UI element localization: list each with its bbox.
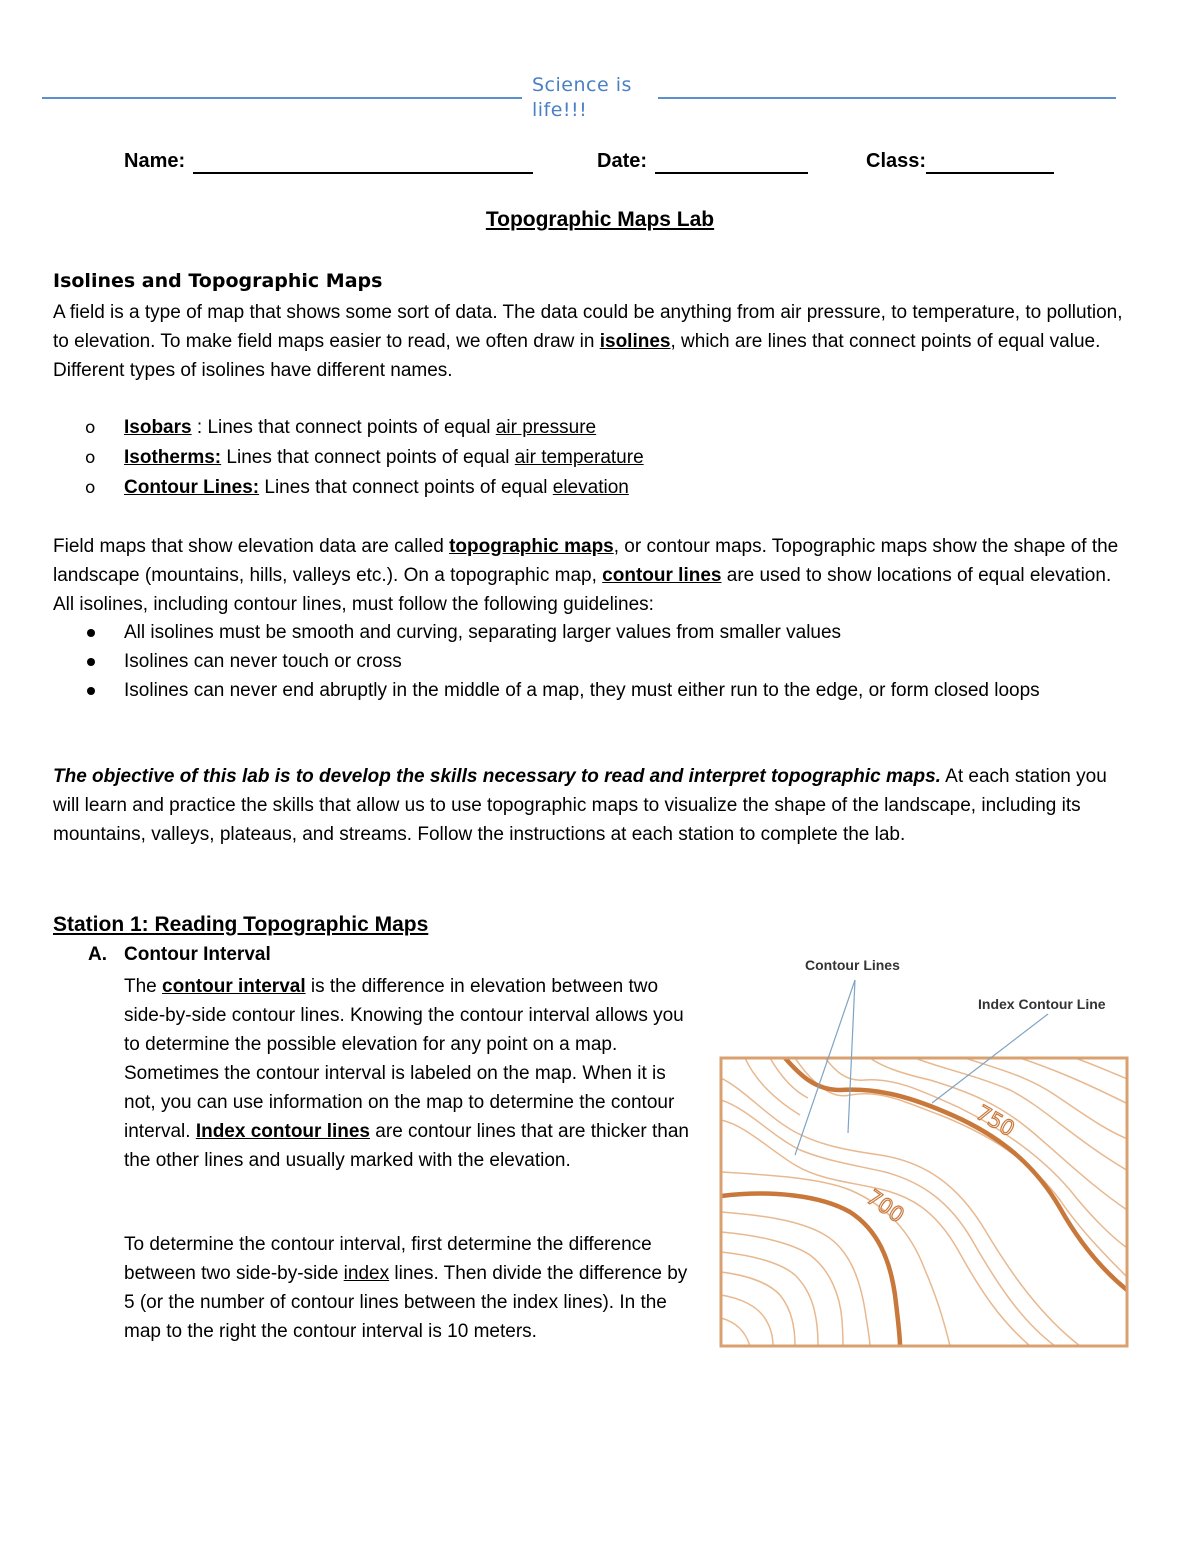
subsection-letter: A. — [88, 944, 107, 965]
index-contour-lines-group — [721, 1058, 1127, 1346]
elevation-label-750: 750 — [972, 1100, 1019, 1142]
guidelines-list — [85, 618, 1135, 705]
index-contour-line-700 — [721, 1194, 900, 1346]
term-isotherms: Isotherms: — [124, 447, 222, 468]
name-blank[interactable] — [193, 172, 533, 174]
topo-text-a: Field maps that show elevation data are called — [53, 536, 450, 557]
list-item — [85, 647, 1135, 676]
section-heading: Isolines and Topographic Maps — [53, 270, 383, 292]
item-key: elevation — [552, 477, 629, 498]
ci-text-a: The — [124, 976, 163, 997]
term-index-contour-lines: Index contour lines — [195, 1121, 371, 1142]
topographic-paragraph — [53, 532, 1133, 619]
contour-line — [1075, 1058, 1130, 1080]
term-topographic-maps: topographic maps — [449, 536, 614, 557]
objective-rest: At each station you will learn and practice the skills that allow us to use topographic maps to visualize the shape of the landscape, including its mountains, valleys, plateaus, and streams. Follow the instructions at each station to complete the lab. — [53, 766, 1107, 845]
item-key: air pressure — [495, 417, 597, 438]
term-contour-lines: Contour Lines: — [124, 477, 260, 498]
class-blank[interactable] — [926, 172, 1054, 174]
date-blank[interactable] — [655, 172, 808, 174]
subsection-title: Contour Interval — [124, 944, 271, 965]
bullet-dot-icon — [87, 629, 95, 637]
rule-text: Isolines can never touch or cross — [124, 651, 402, 672]
contour-map-figure — [700, 950, 1140, 1360]
header-text: Science is life!!! — [532, 74, 632, 121]
determine-interval-paragraph — [124, 1230, 694, 1346]
det-text-a: To determine the contour interval, first determine the difference between two side-by-side — [124, 1234, 652, 1284]
list-item — [85, 618, 1135, 647]
circle-bullet-icon: o — [85, 478, 96, 498]
term-isolines: isolines — [599, 331, 671, 352]
objective-bold: The objective of this lab is to develop the skills necessary to read and interpret topographic maps. — [53, 766, 941, 787]
term-contour-interval: contour interval — [162, 976, 306, 997]
ci-text-b: is the difference in elevation between two side-by-side contour lines. Knowing the contour interval allows you to determine the possible elevation for any point on a map. Sometimes the contour interval is labeled on the map. When it is not, you can use information on the map to determine the contour interval. — [124, 976, 684, 1142]
intro-text-a: A field is a type of map that shows some sort of data. The data could be anything from air pressure, to temperature, to pollution, to elevation. To make field maps easier to read, we often draw in — [53, 302, 1123, 352]
contour-line — [721, 1212, 870, 1346]
pointer-line — [795, 980, 855, 1155]
map-frame — [721, 1058, 1127, 1346]
header-rule-left — [42, 97, 522, 99]
intro-paragraph — [53, 298, 1133, 385]
name-label: Name: — [124, 150, 186, 172]
item-desc: Lines that connect points of equal — [264, 477, 553, 498]
term-isobars: Isobars — [124, 417, 192, 438]
contour-line — [721, 1272, 795, 1346]
contour-interval-paragraph — [124, 972, 694, 1175]
objective-paragraph — [53, 762, 1133, 849]
topo-text-b: , or contour maps. Topographic maps show the shape of the landscape (mountains, hills, valleys etc.). On a topographic map, — [53, 536, 1119, 586]
bullet-dot-icon — [87, 687, 95, 695]
header-rule-right — [658, 97, 1116, 99]
contour-lines-group — [721, 1058, 1130, 1346]
topo-text-c: are used to show locations of equal elevation. All isolines, including contour lines, must follow the following guidelines: — [53, 565, 1112, 615]
date-label: Date: — [597, 150, 648, 172]
intro-text-b: , which are lines that connect points of equal value. Different types of isolines have different names. — [53, 331, 1101, 381]
rule-text: All isolines must be smooth and curving, separating larger values from smaller values — [124, 622, 842, 643]
bullet-dot-icon — [87, 658, 95, 666]
list-item — [85, 676, 1135, 705]
contour-line — [1020, 1058, 1130, 1105]
item-key: air temperature — [514, 447, 644, 468]
item-desc: Lines that connect points of equal — [207, 417, 496, 438]
page-title: Topographic Maps Lab — [485, 208, 715, 231]
separator: : — [191, 417, 208, 438]
index-contour-line-750 — [785, 1058, 1127, 1290]
circle-bullet-icon: o — [85, 418, 96, 438]
ci-text-c: are contour lines that are thicker than the other lines and usually marked with the elevation. — [124, 1121, 689, 1171]
term-contour-lines-2: contour lines — [602, 565, 722, 586]
rule-text: Isolines can never end abruptly in the middle of a map, they must either run to the edge, or form closed loops — [124, 680, 1040, 701]
item-desc: Lines that connect points of equal — [226, 447, 515, 468]
station-title: Station 1: Reading Topographic Maps — [53, 913, 429, 936]
term-index: index — [343, 1263, 390, 1284]
contour-line — [721, 1172, 950, 1346]
elevation-label-700: 700 — [861, 1184, 909, 1228]
label-contour-lines: Contour Lines — [805, 957, 900, 973]
det-text-b: lines. Then divide the difference by 5 (or the number of contour lines between the index lines). In the map to the right the contour interval is 10 meters. — [124, 1263, 688, 1342]
circle-bullet-icon: o — [85, 448, 96, 468]
label-index-contour-line: Index Contour Line — [978, 996, 1106, 1012]
contour-line — [721, 1318, 750, 1346]
class-label: Class: — [866, 150, 927, 172]
